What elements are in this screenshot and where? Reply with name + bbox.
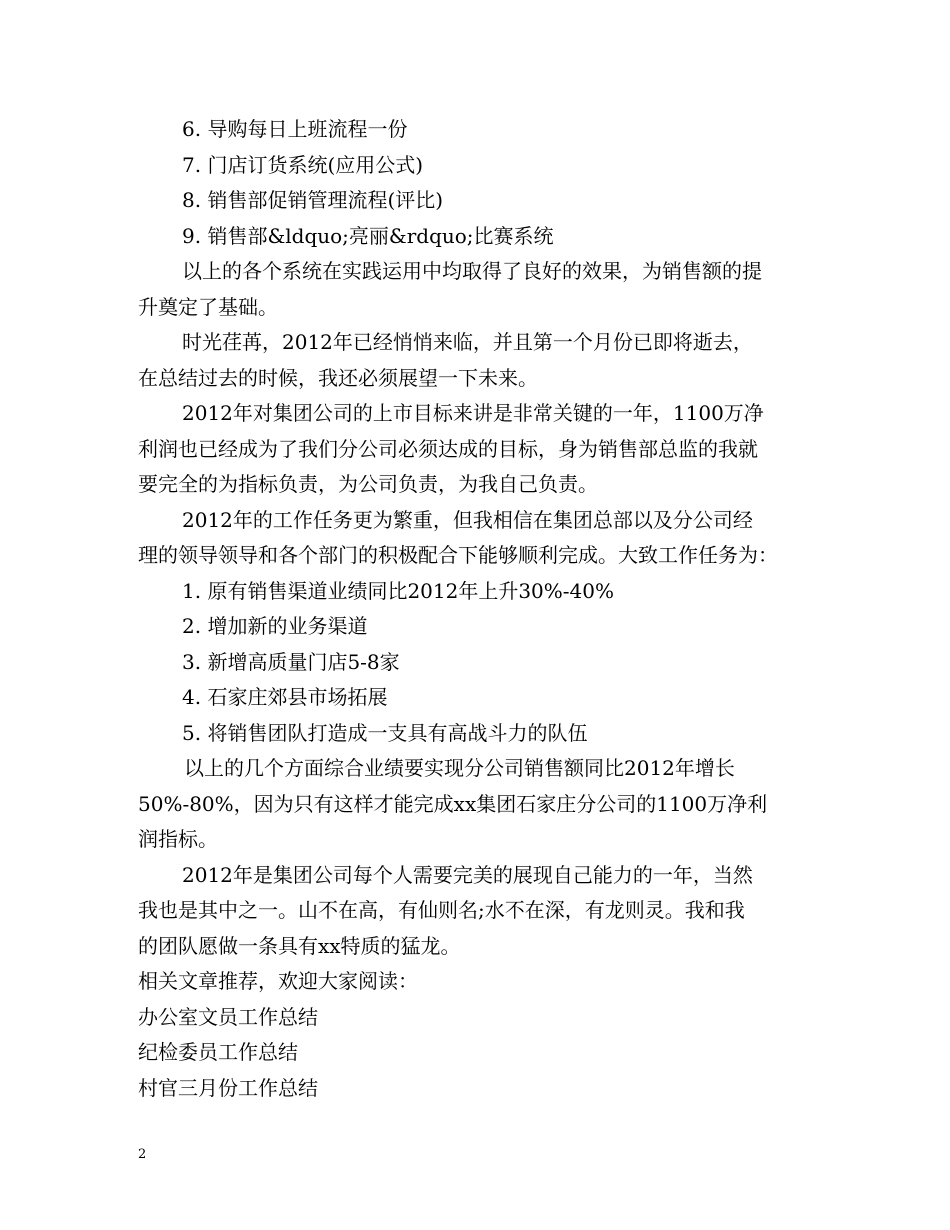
paragraph-line: 以上的各个系统在实践运用中均取得了良好的效果，为销售额的提 <box>182 259 762 283</box>
paragraph-line: 2012年的工作任务更为繁重，但我相信在集团总部以及分公司经 <box>182 507 753 532</box>
paragraph-line: 的团队愿做一条具有xx特质的猛龙。 <box>138 933 461 958</box>
paragraph-line: 理的领导领导和各个部门的积极配合下能够顺利完成。大致工作任务为： <box>138 543 778 567</box>
paragraph-line: 要完全的为指标负责，为公司负责，为我自己负责。 <box>138 472 598 496</box>
page-number: 2 <box>138 1147 147 1162</box>
list-item: 2. 增加新的业务渠道 <box>182 614 368 638</box>
list-item: 6. 导购每日上班流程一份 <box>182 117 408 141</box>
paragraph-line: 在总结过去的时候，我还必须展望一下未来。 <box>138 365 538 390</box>
paragraph-line: 升奠定了基础。 <box>138 294 278 319</box>
paragraph-line: 时光荏苒，2012年已经悄悄来临，并且第一个月份已即将逝去， <box>182 330 753 354</box>
list-item: 1. 原有销售渠道业绩同比2012年上升30%-40% <box>182 578 615 603</box>
list-item: 8. 销售部促销管理流程(评比) <box>182 188 444 212</box>
related-articles-heading: 相关文章推荐，欢迎大家阅读： <box>138 969 418 993</box>
list-item: 5. 将销售团队打造成一支具有高战斗力的队伍 <box>182 720 588 745</box>
related-article-link[interactable]: 纪检委员工作总结 <box>138 1040 298 1064</box>
paragraph-line: 50%-80%，因为只有这样才能完成xx集团石家庄分公司的1100万净利 <box>138 791 768 816</box>
paragraph-line: 以上的几个方面综合业绩要实现分公司销售额同比2012年增长 <box>184 756 735 780</box>
list-item: 3. 新增高质量门店5-8家 <box>182 649 400 674</box>
paragraph-line: 我也是其中之一。山不在高，有仙则名;水不在深，有龙则灵。我和我 <box>138 898 745 922</box>
paragraph-line: 润指标。 <box>138 827 218 851</box>
document-body <box>138 112 818 1106</box>
paragraph-line: 2012年对集团公司的上市目标来讲是非常关键的一年，1100万净 <box>182 401 764 425</box>
paragraph-line: 2012年是集团公司每个人需要完美的展现自己能力的一年，当然 <box>182 862 753 887</box>
list-item: 4. 石家庄郊县市场拓展 <box>182 685 388 709</box>
list-item: 7. 门店订货系统(应用公式) <box>182 152 424 177</box>
related-article-link[interactable]: 办公室文员工作总结 <box>138 1004 318 1029</box>
paragraph-line: 利润也已经成为了我们分公司必须达成的目标，身为销售部总监的我就 <box>138 436 758 461</box>
related-article-link[interactable]: 村官三月份工作总结 <box>138 1075 318 1100</box>
list-item: 9. 销售部&ldquo;亮丽&rdquo;比赛系统 <box>182 223 554 248</box>
